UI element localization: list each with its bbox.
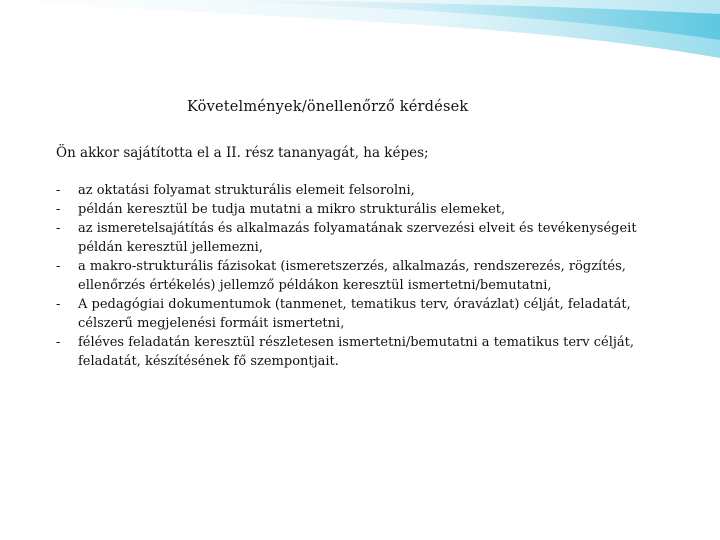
- bullet-dash: -: [56, 221, 61, 236]
- list-item-text: A pedagógiai dokumentumok (tanmenet, tematikus terv, óravázlat) célját, feladatát,: [78, 297, 631, 312]
- list-item: [56, 200, 676, 219]
- bullet-dash: -: [56, 297, 61, 312]
- requirements-list: [56, 181, 676, 371]
- page-title: Követelmények/önellenőrző kérdések: [187, 99, 469, 115]
- decorative-wave-banner: [0, 0, 720, 80]
- intro-text: Ön akkor sajátította el a II. rész tananyagát, ha képes;: [56, 145, 429, 161]
- list-item: [56, 257, 676, 295]
- bullet-dash: -: [56, 183, 61, 198]
- list-item: [56, 333, 676, 371]
- list-item-text: célszerű megjelenési formáit ismertetni,: [78, 316, 345, 331]
- list-item-text: féléves feladatán keresztül részletesen ismertetni/bemutatni a tematikus terv célját,: [78, 335, 634, 350]
- list-item-text: az oktatási folyamat strukturális elemeit felsorolni,: [78, 183, 415, 198]
- list-item-text: példán keresztül be tudja mutatni a mikro strukturális elemeket,: [78, 202, 506, 217]
- list-item-text: a makro-strukturális fázisokat (ismeretszerzés, alkalmazás, rendszerezés, rögzítés,: [78, 259, 626, 274]
- bullet-dash: -: [56, 202, 61, 217]
- list-item: [56, 219, 676, 257]
- bullet-dash: -: [56, 335, 61, 350]
- list-item-text: az ismeretelsajátítás és alkalmazás folyamatának szervezési elveit és tevékenységeit: [78, 221, 637, 236]
- list-item: [56, 181, 676, 200]
- list-item-text: példán keresztül jellemezni,: [78, 240, 263, 255]
- list-item: [56, 295, 676, 333]
- list-item-text: feladatát, készítésének fő szempontjait.: [78, 354, 339, 369]
- bullet-dash: -: [56, 259, 61, 274]
- list-item-text: ellenőrzés értékelés) jellemző példákon keresztül ismertetni/bemutatni,: [78, 278, 552, 293]
